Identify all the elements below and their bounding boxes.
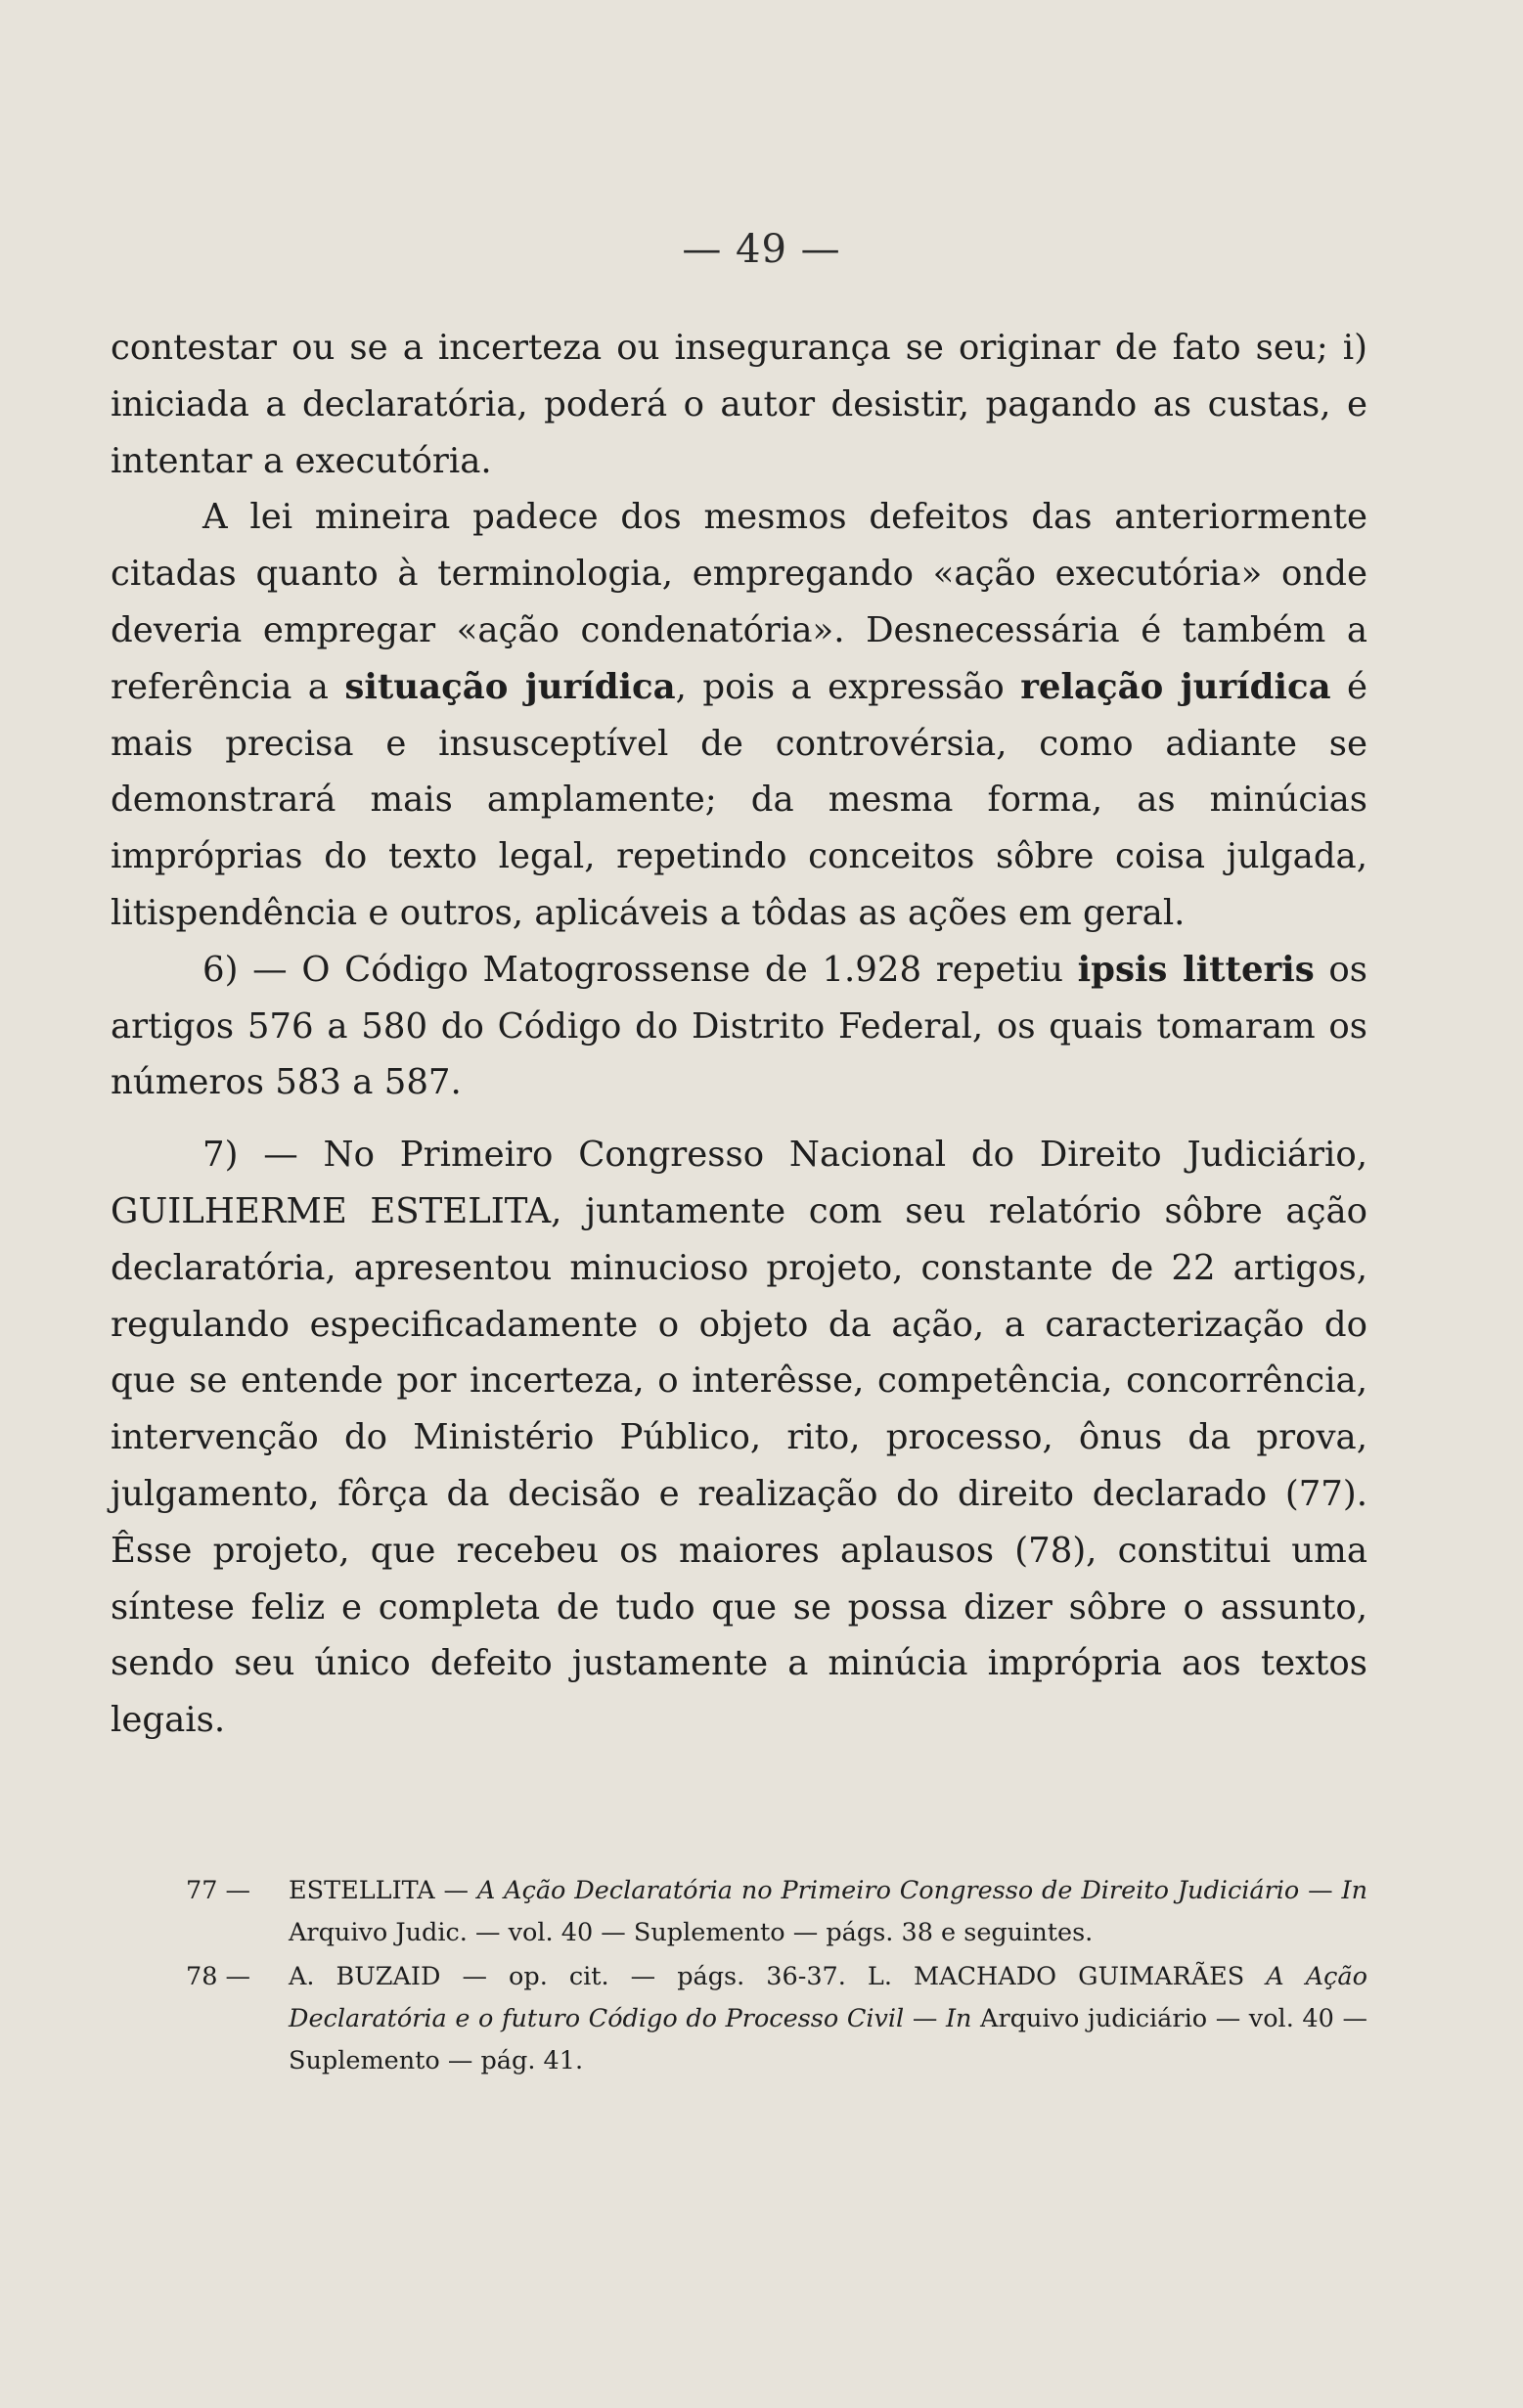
term-situacao-juridica: situação jurídica	[344, 666, 676, 707]
body-text	[111, 320, 1367, 1749]
footnote-title: A Ação Declaratória e o futuro Código do Processo Civil	[289, 1962, 1367, 2033]
paragraph-4: 7) — No Primeiro Congresso Nacional do Direito Judiciário, GUILHERME ESTELITA, juntamente com seu relatório sôbre ação declaratória, apresentou minucioso projeto, constante de 22 artigos, regulando especificadamente o objeto da ação, a caracterização do que se entende por incerteza, o interêsse, competência, concorrência, intervenção do Ministério Público, rito, processo, ônus da prova, julgamento, fôrça da decisão e realização do direito declarado (77). Êsse projeto, que recebeu os maiores aplausos (78), constitui uma síntese feliz e completa de tudo que se possa dizer sôbre o assunto, sendo seu único defeito justamente a minúcia imprópria aos textos legais.	[111, 1135, 1367, 1741]
footnote-78	[186, 1956, 1367, 2082]
paragraph-2-text-c: , pois a expressão	[675, 666, 1021, 707]
paragraph-3-text-c: os artigos 576 a 580 do Código do Distrito Federal, os quais tomaram os números 583 a 587.	[111, 949, 1368, 1103]
footnotes	[186, 1870, 1367, 2084]
footnote-number: 78 —	[186, 1962, 251, 1991]
footnote-77	[186, 1870, 1367, 1954]
term-ipsis-litteris: ipsis litteris	[1077, 949, 1315, 990]
footnote-in-label: In	[1341, 1876, 1368, 1905]
paragraph-3-text-a: 6) — O Código Matogrossense de 1.928 repetiu	[202, 949, 1078, 990]
paragraph-2-text-e: é mais precisa e insusceptível de controvérsia, como adiante se demonstrará mais amplamente; da mesma forma, as minúcias impróprias do texto legal, repetindo conceitos sôbre coisa julgada, litispendência e outros, aplicáveis a tôdas as ações em geral.	[111, 666, 1368, 933]
footnote-rest: Arquivo Judic. — vol. 40 — Suplemento — págs. 38 e seguintes.	[289, 1918, 1094, 1947]
footnote-separator: —	[904, 2004, 946, 2033]
page-number: — 49 —	[682, 227, 841, 272]
footnote-number: 77 —	[186, 1876, 251, 1905]
paragraph-3	[111, 942, 1367, 1111]
footnote-author: ESTELLITA —	[289, 1876, 477, 1905]
paragraph-1: contestar ou se a incerteza ou insegurança se originar de fato seu; i) iniciada a declaratória, poderá o autor desistir, pagando as custas, e intentar a executória.	[111, 328, 1367, 481]
footnote-in-label: In	[945, 2004, 972, 2033]
footnote-author: A. BUZAID — op. cit. — págs. 36-37. L. MACHADO GUIMARÃES	[289, 1962, 1267, 1991]
term-relacao-juridica: relação jurídica	[1020, 666, 1331, 707]
footnote-separator: —	[1299, 1876, 1342, 1905]
paragraph-2	[111, 489, 1367, 941]
footnote-rest: Arquivo judiciário — vol. 40 — Suplemento — pág. 41.	[289, 2004, 1367, 2075]
footnote-title: A Ação Declaratória no Primeiro Congresso de Direito Judiciário	[476, 1876, 1300, 1905]
paragraph-2-text-a: A lei mineira padece dos mesmos defeitos das anteriormente citadas quanto à terminologia, empregando «ação executória» onde deveria empregar «ação condenatória». Desnecessária é também a referência a	[111, 497, 1367, 707]
